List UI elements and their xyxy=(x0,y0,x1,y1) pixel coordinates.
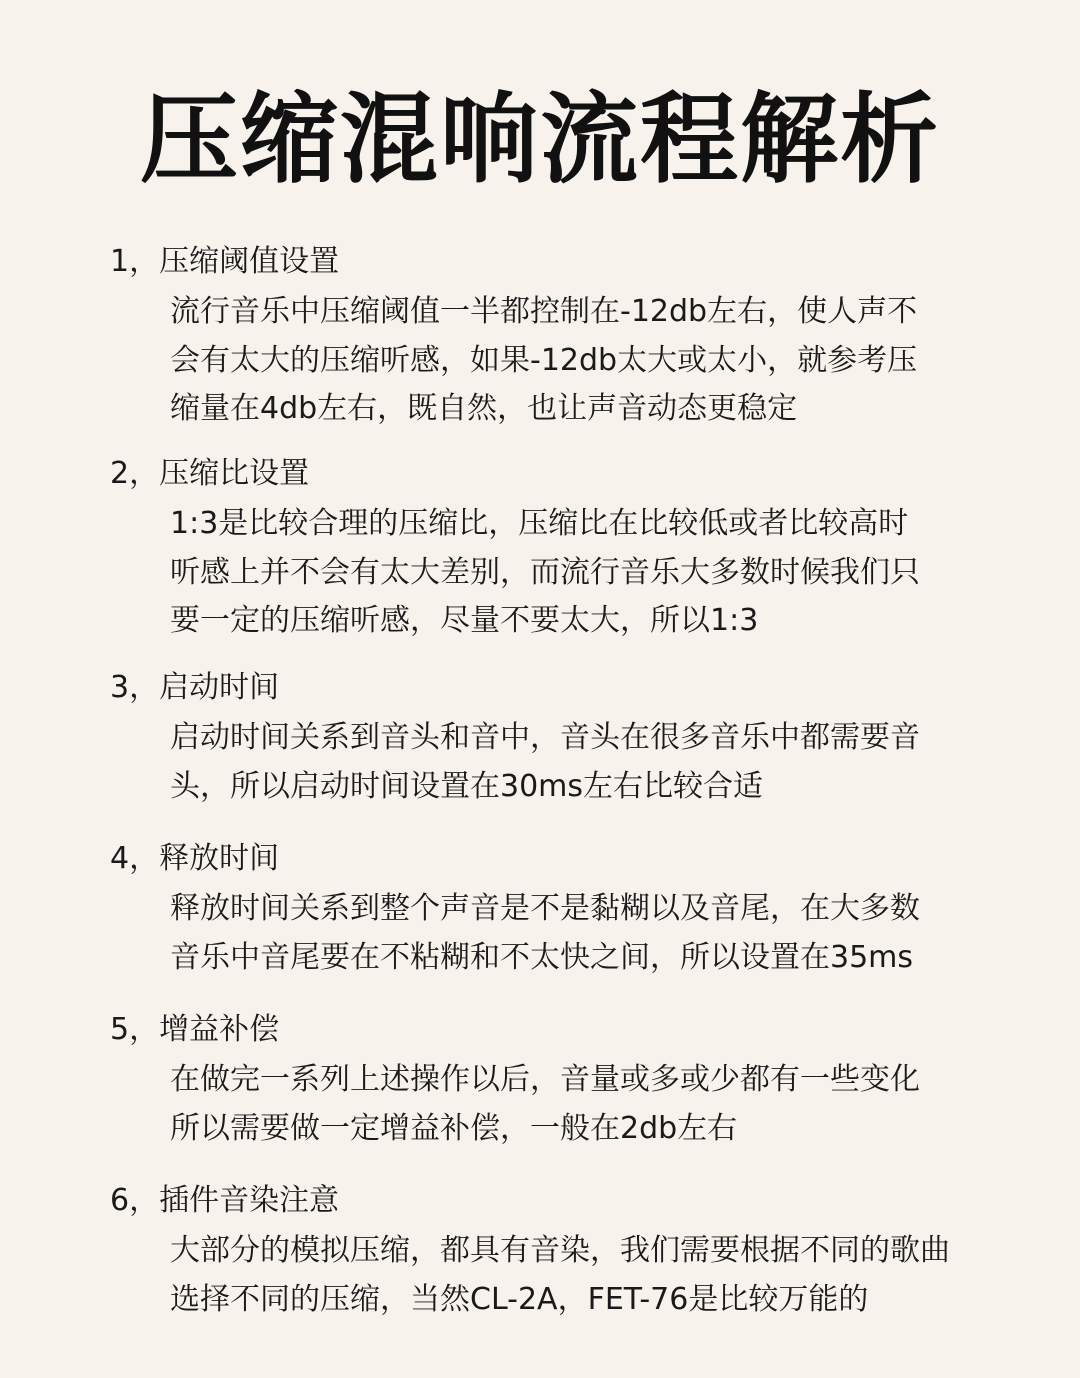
page-title: 压缩混响流程解析 xyxy=(139,83,940,197)
section-body xyxy=(170,1227,1040,1324)
section-body xyxy=(170,500,1040,646)
body-line: 释放时间关系到整个声音是不是黏糊以及音尾，在大多数 xyxy=(170,891,920,926)
section-ratio xyxy=(110,452,1040,646)
section-body xyxy=(170,1056,1040,1153)
section-heading: 6，插件音染注意 xyxy=(110,1183,340,1218)
section-gain xyxy=(110,1008,1040,1153)
section-body xyxy=(170,885,1040,982)
section-heading: 1，压缩阈值设置 xyxy=(110,244,340,279)
section-heading: 2，压缩比设置 xyxy=(110,456,310,491)
body-line: 在做完一系列上述操作以后，音量或多或少都有一些变化 xyxy=(170,1062,920,1097)
section-heading: 5，增益补偿 xyxy=(110,1012,280,1047)
body-line: 1:3是比较合理的压缩比，压缩比在比较低或者比较高时 xyxy=(170,506,909,541)
body-line: 听感上并不会有太大差别，而流行音乐大多数时候我们只 xyxy=(170,554,920,590)
body-line: 要一定的压缩听感，尽量不要太大，所以1:3 xyxy=(170,603,759,638)
section-body xyxy=(170,288,1040,434)
body-line: 流行音乐中压缩阈值一半都控制在-12db左右，使人声不 xyxy=(170,294,918,329)
body-line: 大部分的模拟压缩，都具有音染，我们需要根据不同的歌曲 xyxy=(170,1233,950,1268)
body-line: 会有太大的压缩听感，如果-12db太大或太小，就参考压 xyxy=(170,342,918,378)
section-release xyxy=(110,837,1040,982)
body-line: 选择不同的压缩，当然CL-2A，FET-76是比较万能的 xyxy=(170,1281,869,1317)
section-heading: 3，启动时间 xyxy=(110,670,280,705)
body-line: 头，所以启动时间设置在30ms左右比较合适 xyxy=(170,768,764,804)
body-line: 音乐中音尾要在不粘糊和不太快之间，所以设置在35ms xyxy=(170,939,914,975)
body-line: 缩量在4db左右，既自然，也让声音动态更稳定 xyxy=(170,391,798,426)
section-threshold xyxy=(110,240,1040,434)
section-attack xyxy=(110,666,1040,811)
body-line: 所以需要做一定增益补偿，一般在2db左右 xyxy=(170,1110,738,1146)
section-heading: 4，释放时间 xyxy=(110,841,280,876)
section-body xyxy=(170,714,1040,811)
section-plugin-coloration xyxy=(110,1179,1040,1324)
body-line: 启动时间关系到音头和音中，音头在很多音乐中都需要音 xyxy=(170,720,920,755)
